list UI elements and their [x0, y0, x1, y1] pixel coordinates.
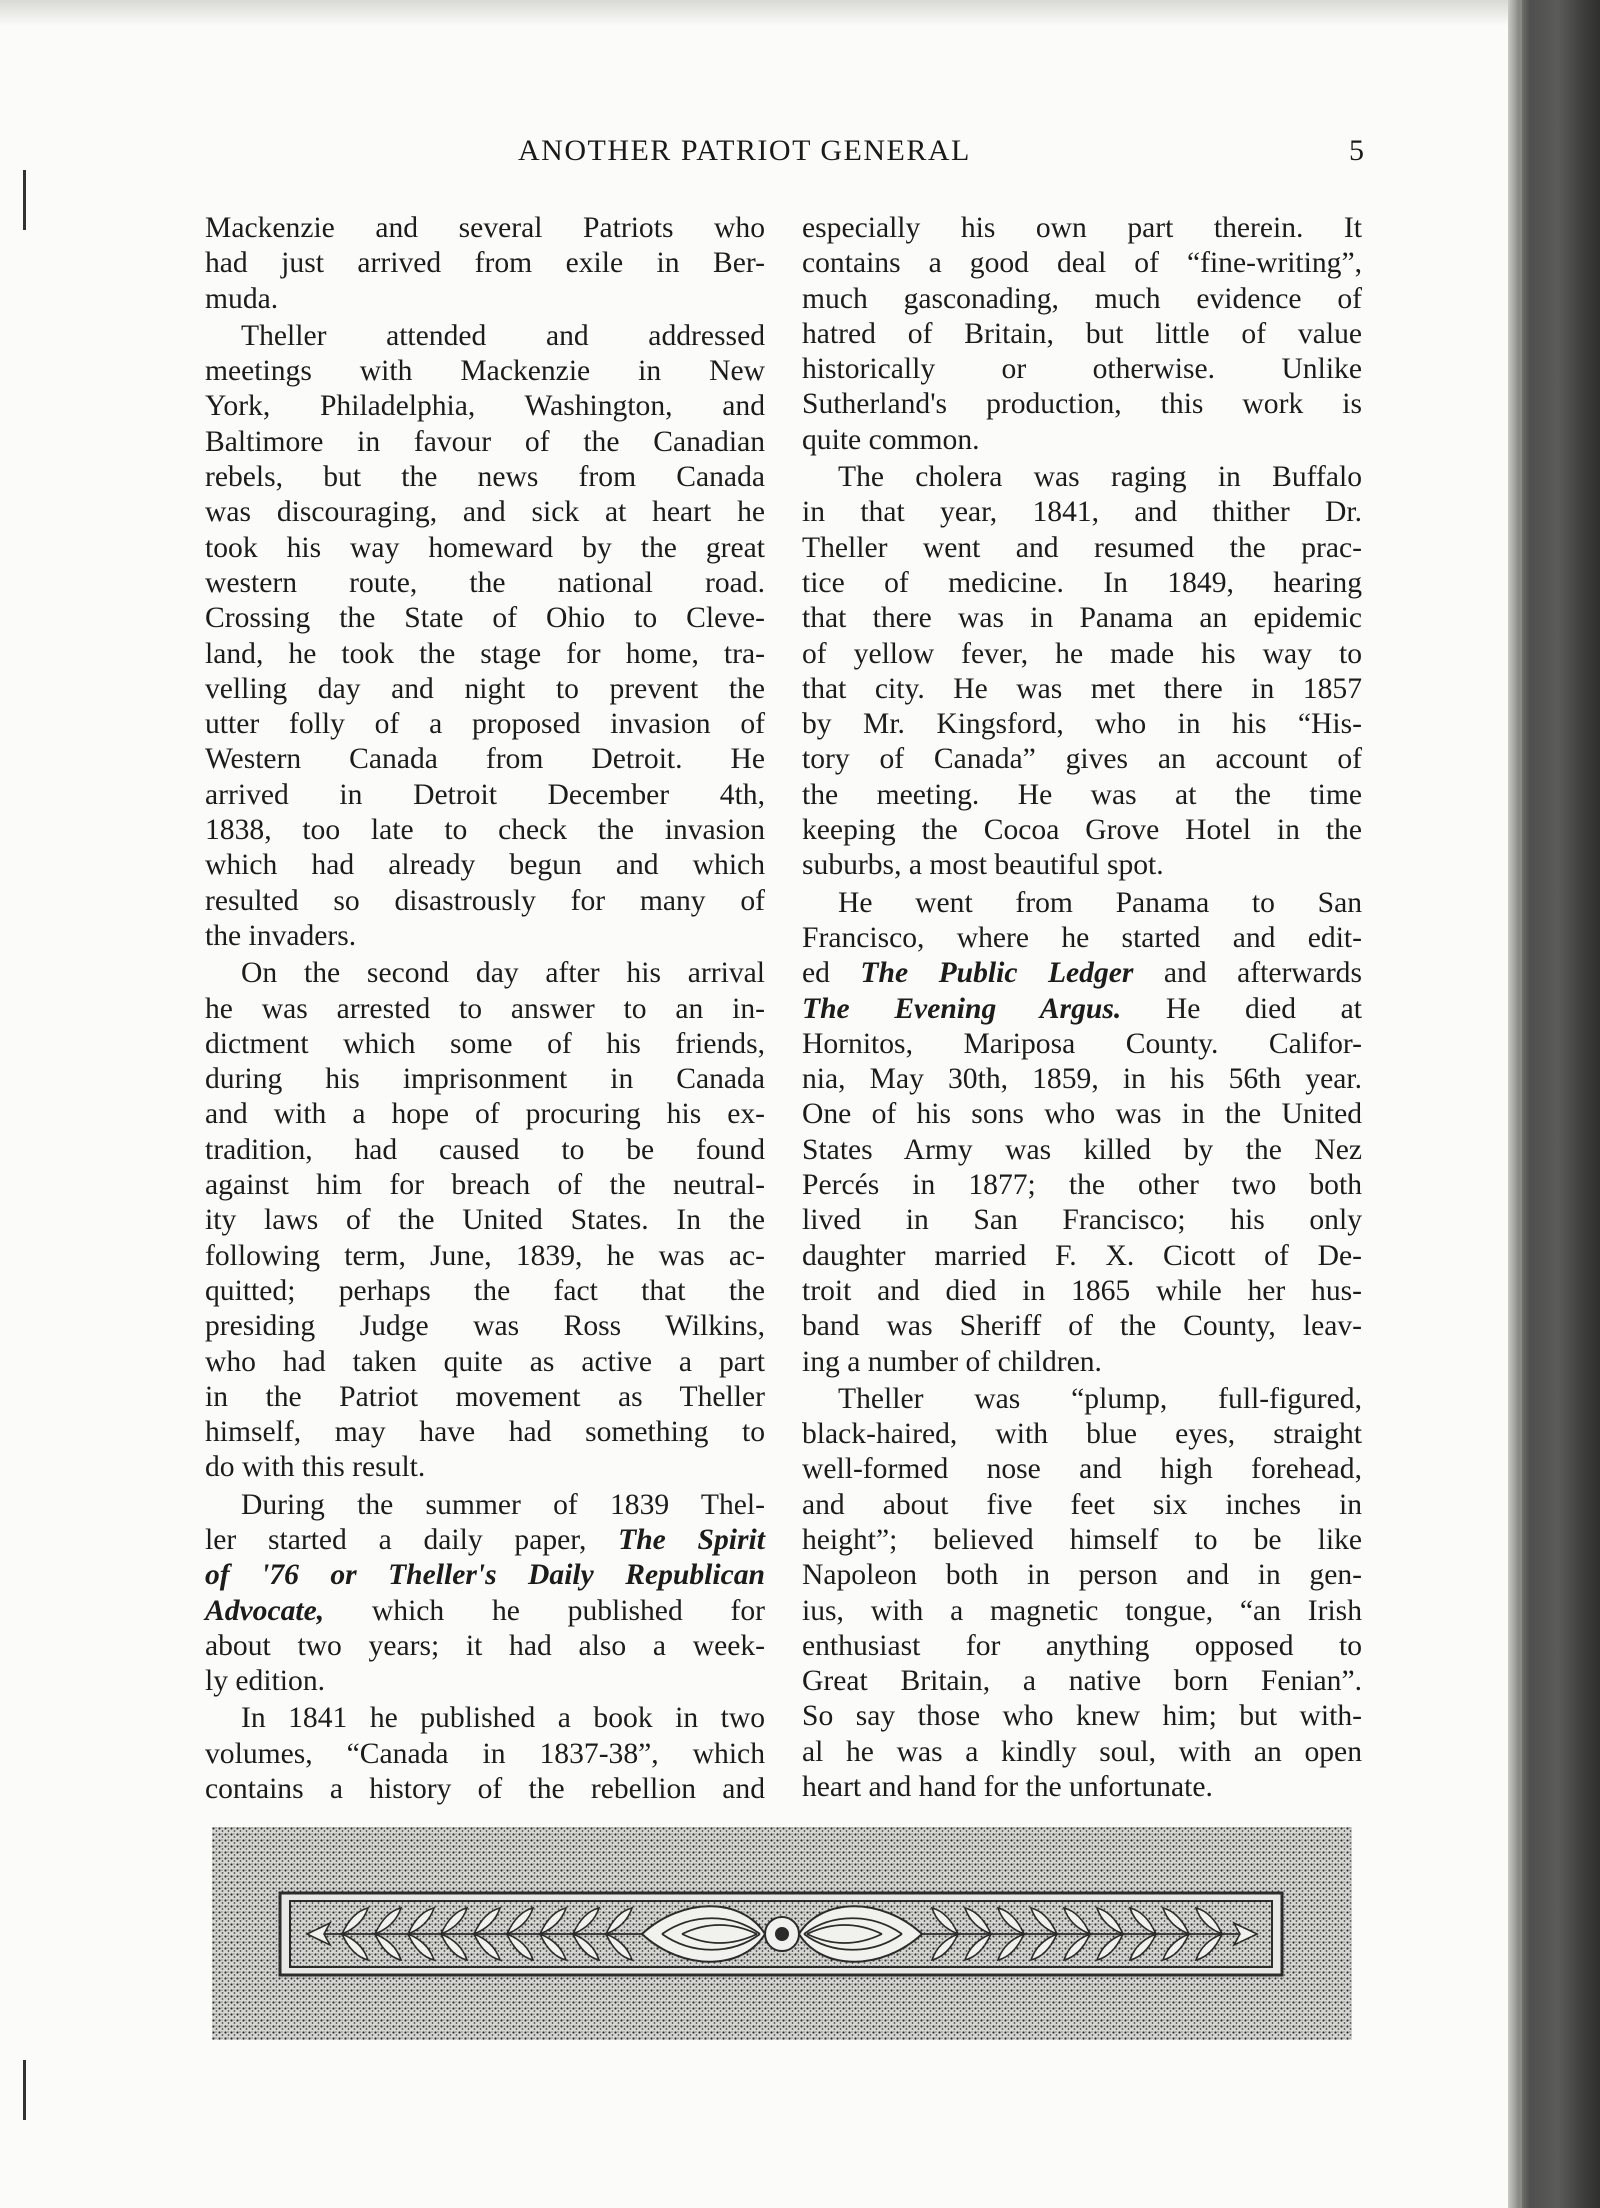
text-line: During the summer of 1839 Thel-	[241, 1488, 765, 1521]
text-line: enthusiast for anything opposed to	[802, 1629, 1362, 1662]
text-line: black-haired, with blue eyes, straight	[802, 1418, 1362, 1451]
book-edge-line	[1519, 0, 1522, 2208]
text-line: especially his own part therein. It	[802, 212, 1362, 244]
text-line: The cholera was raging in Buffalo	[838, 461, 1362, 494]
text-line: Mackenzie and several Patriots who	[205, 212, 765, 244]
text-line: He went from Panama to San	[838, 886, 1362, 919]
text-line: quitted; perhaps the fact that the	[205, 1274, 765, 1307]
text-line: contains a history of the rebellion and	[205, 1773, 765, 1806]
text-line: in the Patriot movement as Theller	[205, 1380, 765, 1413]
text-line: The Evening Argus. He died at	[802, 992, 1363, 1025]
text-line: Francisco, where he started and edit-	[802, 921, 1362, 954]
text-line: the invaders.	[205, 919, 357, 952]
text-line: during his imprisonment in Canada	[205, 1063, 765, 1096]
text-line: that city. He was met there in 1857	[802, 672, 1362, 705]
text-line: who had taken quite as active a part	[205, 1345, 765, 1378]
text-line: ler started a daily paper, The Spirit	[205, 1523, 765, 1556]
text-line: by Mr. Kingsford, who in his “His-	[802, 708, 1362, 741]
text-line: Baltimore in favour of the Canadian	[205, 425, 765, 458]
text-line: York, Philadelphia, Washington, and	[205, 390, 765, 423]
text-line: suburbs, a most beautiful spot.	[802, 849, 1164, 882]
text-line: Western Canada from Detroit. He	[205, 743, 765, 776]
text-line: do with this result.	[205, 1451, 426, 1484]
text-line: contains a good deal of “fine-writing”,	[802, 247, 1362, 280]
text-line: height”; believed himself to be like	[802, 1523, 1362, 1556]
text-line: al he was a kindly soul, with an open	[802, 1735, 1362, 1768]
text-line: Crossing the State of Ohio to Cleve-	[205, 602, 765, 635]
text-line: tradition, had caused to be found	[205, 1133, 765, 1166]
text-line: So say those who knew him; but with-	[802, 1700, 1362, 1733]
text-line: ity laws of the United States. In the	[205, 1204, 765, 1237]
text-line: well-formed nose and high forehead,	[802, 1453, 1362, 1486]
page-number: 5	[1349, 134, 1364, 167]
text-line: tice of medicine. In 1849, hearing	[802, 566, 1362, 599]
text-line: band was Sheriff of the County, leav-	[802, 1310, 1362, 1343]
text-line: Theller attended and addressed	[241, 319, 765, 352]
text-line: and about five feet six inches in	[802, 1488, 1362, 1521]
text-line: Theller went and resumed the prac-	[802, 531, 1362, 564]
text-line: troit and died in 1865 while her hus-	[802, 1274, 1362, 1307]
text-line: arrived in Detroit December 4th,	[205, 778, 765, 811]
text-line: about two years; it had also a week-	[205, 1629, 765, 1662]
text-line: of yellow fever, he made his way to	[802, 637, 1362, 670]
text-line: Hornitos, Mariposa County. Califor-	[802, 1027, 1362, 1060]
text-line: lived in San Francisco; his only	[802, 1204, 1362, 1237]
text-line: ly edition.	[205, 1665, 326, 1698]
text-line: daughter married F. X. Cicott of De-	[802, 1239, 1362, 1272]
text-line: which had already begun and which	[205, 849, 765, 882]
text-line: On the second day after his arrival	[241, 957, 765, 990]
text-line: ed The Public Ledger and afterwards	[802, 957, 1362, 990]
text-line: ius, with a magnetic tongue, “an Irish	[802, 1594, 1362, 1627]
text-line: historically or otherwise. Unlike	[802, 353, 1362, 386]
text-line: and with a hope of procuring his ex-	[205, 1098, 765, 1131]
text-line: 1838, too late to check the invasion	[205, 814, 765, 847]
text-line: velling day and night to prevent the	[205, 672, 765, 705]
text-line: land, he took the stage for home, tra-	[205, 637, 765, 670]
text-line: that there was in Panama an epidemic	[802, 602, 1362, 635]
text-line: had just arrived from exile in Ber-	[205, 247, 765, 280]
text-line: of '76 or Theller's Daily Republican	[205, 1559, 765, 1592]
text-line: Advocate, which he published for	[205, 1594, 765, 1627]
text-line: hatred of Britain, but little of value	[802, 317, 1362, 350]
text-line: utter folly of a proposed invasion of	[205, 708, 765, 741]
text-line: himself, may have had something to	[205, 1416, 765, 1449]
text-line: quite common.	[802, 423, 980, 456]
text-line: he was arrested to answer to an in-	[205, 992, 765, 1025]
text-line: keeping the Cocoa Grove Hotel in the	[802, 814, 1362, 847]
text-line: tory of Canada” gives an account of	[802, 743, 1362, 776]
text-line: took his way homeward by the great	[205, 531, 765, 564]
margin-mark	[23, 2060, 26, 2120]
text-line: One of his sons who was in the United	[802, 1098, 1362, 1131]
text-line: much gasconading, much evidence of	[802, 282, 1362, 315]
decorative-tailpiece-icon	[212, 1827, 1352, 2040]
left-text-column	[205, 211, 765, 1807]
text-line: Napoleon both in person and in gen-	[802, 1559, 1362, 1592]
text-line: against him for breach of the neutral-	[205, 1169, 765, 1202]
text-line: Sutherland's production, this work is	[802, 388, 1362, 421]
text-line: was discouraging, and sick at heart he	[205, 496, 765, 529]
running-title: ANOTHER PATRIOT GENERAL	[518, 134, 971, 167]
text-line: ing a number of children.	[802, 1345, 1102, 1378]
text-line: rebels, but the news from Canada	[205, 461, 765, 494]
text-line: States Army was killed by the Nez	[802, 1133, 1362, 1166]
text-line: presiding Judge was Ross Wilkins,	[205, 1310, 765, 1343]
text-line: Percés in 1877; the other two both	[802, 1169, 1362, 1202]
text-line: western route, the national road.	[205, 566, 765, 599]
text-line: dictment which some of his friends,	[205, 1027, 765, 1060]
text-line: volumes, “Canada in 1837-38”, which	[205, 1737, 765, 1770]
text-line: heart and hand for the unfortunate.	[802, 1771, 1213, 1804]
text-line: Theller was “plump, full-figured,	[838, 1382, 1362, 1415]
text-line: muda.	[205, 282, 279, 315]
text-line: in that year, 1841, and thither Dr.	[802, 496, 1362, 529]
text-line: Great Britain, a native born Fenian”.	[802, 1665, 1362, 1698]
text-line: resulted so disastrously for many of	[205, 884, 765, 917]
text-line: nia, May 30th, 1859, in his 56th year.	[802, 1063, 1362, 1096]
text-line: following term, June, 1839, he was ac-	[205, 1239, 765, 1272]
text-line: In 1841 he published a book in two	[241, 1702, 765, 1735]
page-top-shadow	[0, 0, 1508, 26]
text-line: meetings with Mackenzie in New	[205, 355, 765, 388]
right-text-column	[802, 211, 1362, 1805]
text-line: the meeting. He was at the time	[802, 778, 1362, 811]
margin-mark	[23, 170, 26, 230]
